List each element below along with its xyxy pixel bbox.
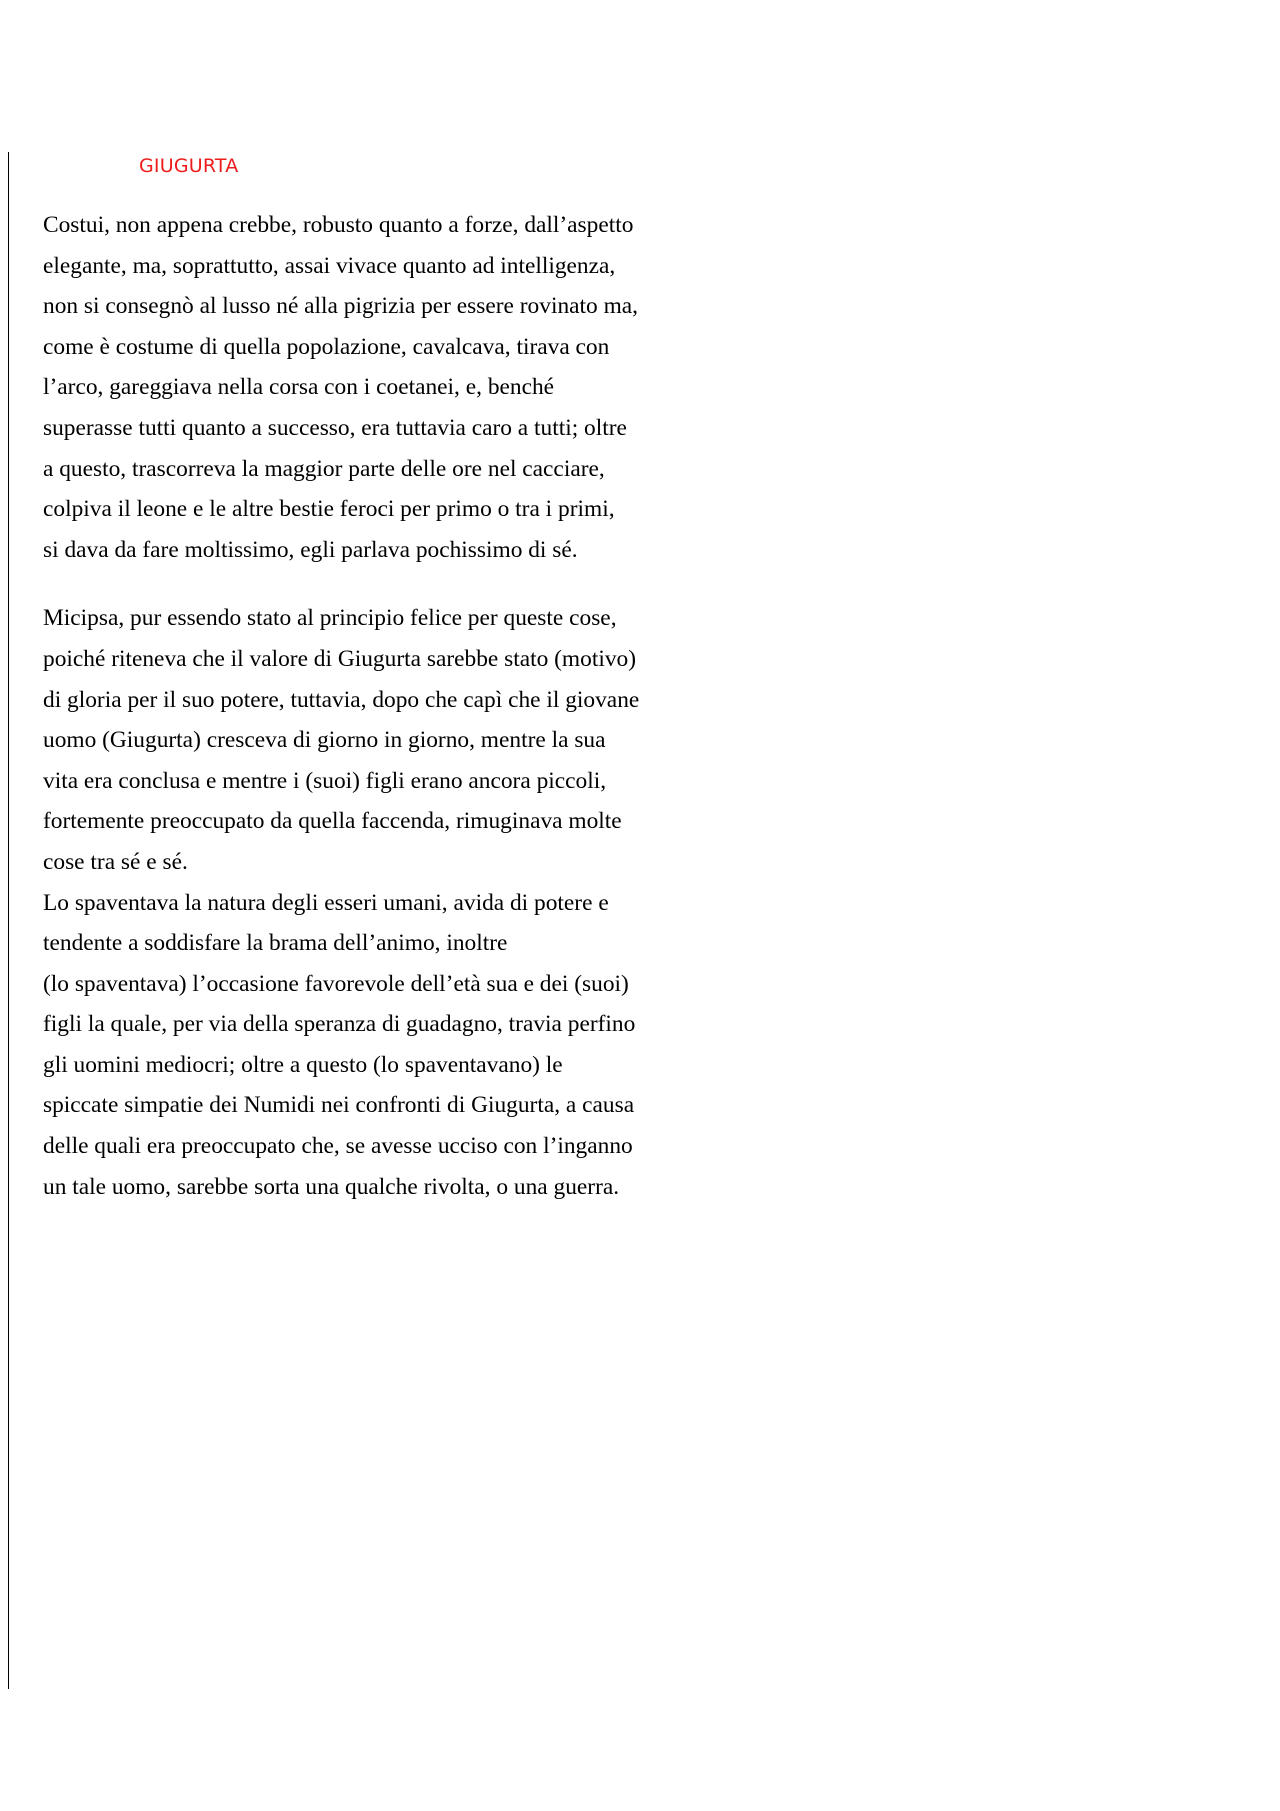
text-line: non si consegnò al lusso né alla pigrizia per essere rovinato ma, (43, 293, 638, 320)
text-line: un tale uomo, sarebbe sorta una qualche rivolta, o una guerra. (43, 1173, 620, 1200)
text-line: cose tra sé e sé. (43, 848, 188, 875)
document-body (43, 205, 763, 1207)
left-margin-rule (8, 152, 9, 1689)
paragraph-2 (43, 598, 763, 1207)
text-line: uomo (Giugurta) cresceva di giorno in giorno, mentre la sua (43, 727, 606, 754)
text-line: elegante, ma, soprattutto, assai vivace quanto ad intelligenza, (43, 252, 616, 279)
text-line: si dava da fare moltissimo, egli parlava pochissimo di sé. (43, 536, 578, 563)
text-line: l’arco, gareggiava nella corsa con i coetanei, e, benché (43, 374, 555, 401)
text-line: Costui, non appena crebbe, robusto quanto a forze, dall’aspetto (43, 212, 634, 238)
text-line: superasse tutti quanto a successo, era tuttavia caro a tutti; oltre (43, 414, 627, 441)
text-line: colpiva il leone e le altre bestie feroci per primo o tra i primi, (43, 496, 615, 523)
text-line: Micipsa, pur essendo stato al principio felice per queste cose, (43, 605, 617, 632)
text-line: spiccate simpatie dei Numidi nei confronti di Giugurta, a causa (43, 1092, 635, 1119)
document-title: GIUGURTA (139, 155, 239, 177)
text-line: come è costume di quella popolazione, cavalcava, tirava con (43, 333, 610, 360)
paragraph-spacer (43, 570, 763, 598)
text-line: gli uomini mediocri; oltre a questo (lo spaventavano) le (43, 1051, 563, 1078)
text-line: delle quali era preoccupato che, se avesse ucciso con l’inganno (43, 1133, 633, 1160)
text-line: (lo spaventava) l’occasione favorevole dell’età sua e dei (suoi) (43, 970, 629, 997)
text-line: di gloria per il suo potere, tuttavia, dopo che capì che il giovane (43, 686, 640, 713)
text-line: Lo spaventava la natura degli esseri umani, avida di potere e (43, 889, 609, 916)
text-line: tendente a soddisfare la brama dell’animo, inoltre (43, 930, 508, 957)
text-line: figli la quale, per via della speranza di guadagno, travia perfino (43, 1011, 636, 1038)
text-line: vita era conclusa e mentre i (suoi) figli erano ancora piccoli, (43, 767, 607, 794)
text-line: a questo, trascorreva la maggior parte delle ore nel cacciare, (43, 455, 605, 482)
paragraph-1 (43, 205, 763, 570)
text-line: fortemente preoccupato da quella faccenda, rimuginava molte (43, 808, 622, 835)
text-line: poiché riteneva che il valore di Giugurta sarebbe stato (motivo) (43, 645, 637, 672)
